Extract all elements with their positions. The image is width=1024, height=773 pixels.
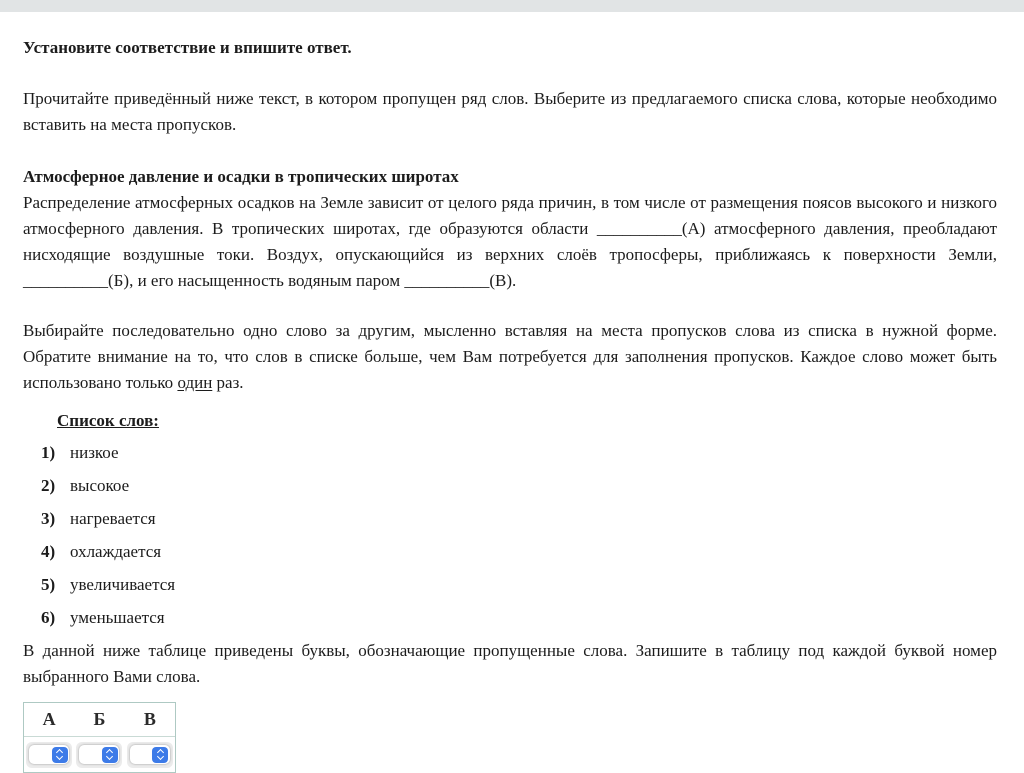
passage-heading: Атмосферное давление и осадки в тропических широтах bbox=[23, 167, 459, 186]
word-number: 6) bbox=[41, 607, 56, 627]
select-stepper-icon bbox=[152, 747, 168, 763]
answer-instruction: В данной ниже таблице приведены буквы, обозначающие пропущенные слова. Запишите в таблицу под каждой буквой номер выбранного Вами слова. bbox=[23, 641, 997, 686]
task-instruction: Прочитайте приведённый ниже текст, в котором пропущен ряд слов. Выберите из предлагаемого списка слова, которые необходимо вставить на места пропусков. bbox=[23, 89, 997, 134]
word-text: уменьшается bbox=[70, 607, 165, 627]
top-strip bbox=[0, 0, 1024, 12]
answer-table-row bbox=[24, 737, 175, 772]
word-number: 3) bbox=[41, 508, 56, 528]
guidance-part-2: раз. bbox=[212, 373, 244, 392]
word-text: высокое bbox=[70, 475, 130, 495]
select-stepper-icon bbox=[102, 747, 118, 763]
chevron-down-icon bbox=[157, 753, 164, 760]
answer-select-a[interactable] bbox=[26, 742, 72, 768]
answer-table-header-a: А bbox=[42, 709, 56, 729]
answer-table-header-b: Б bbox=[93, 709, 106, 729]
guidance-underlined-word: один bbox=[177, 373, 213, 392]
passage-text: Распределение атмосферных осадков на Земле зависит от целого ряда причин, в том числе от размещения поясов высокого и низкого атмосферного давления. В тропических широтах, где образуются области __________(А) атмосферного давления, преобладают нисходящие воздушные токи. Воздух, опускающийся из верхних слоёв тропосферы, приближаясь к поверхности Земли, __________(Б), и его насыщенность водяным паром __________(В). bbox=[23, 193, 997, 290]
answer-select-b-pill bbox=[79, 745, 119, 764]
answer-cell-a bbox=[24, 737, 74, 772]
word-text: низкое bbox=[70, 442, 119, 462]
chevron-down-icon bbox=[106, 753, 113, 760]
guidance-text bbox=[23, 318, 997, 396]
word-text: увеличивается bbox=[70, 574, 176, 594]
answer-cell-v bbox=[125, 737, 175, 772]
answer-table bbox=[23, 702, 176, 773]
answer-table-header bbox=[24, 703, 175, 737]
answer-select-a-pill bbox=[29, 745, 69, 764]
word-list-item bbox=[23, 568, 997, 601]
guidance-part-1: Выбирайте последовательно одно слово за другим, мысленно вставляя на места пропусков слова из списка в нужной форме. Обратите внимание на то, что слов в списке больше, чем Вам потребуется для заполнения пропусков. Каждое слово может быть использовано только bbox=[23, 321, 997, 392]
word-number: 1) bbox=[41, 442, 56, 462]
passage bbox=[23, 164, 997, 294]
word-text: нагревается bbox=[70, 508, 156, 528]
word-list-item bbox=[23, 469, 997, 502]
task-title: Установите соответствие и впишите ответ. bbox=[23, 38, 352, 57]
word-list-heading: Список слов: bbox=[57, 411, 159, 430]
answer-table-header-v: В bbox=[143, 709, 156, 729]
word-number: 4) bbox=[41, 541, 56, 561]
word-number: 2) bbox=[41, 475, 56, 495]
answer-select-v-pill bbox=[130, 745, 170, 764]
select-stepper-icon bbox=[52, 747, 68, 763]
word-number: 5) bbox=[41, 574, 56, 594]
chevron-down-icon bbox=[56, 753, 63, 760]
word-list-item bbox=[23, 502, 997, 535]
answer-cell-b bbox=[74, 737, 124, 772]
answer-select-v[interactable] bbox=[127, 742, 173, 768]
word-list-item bbox=[23, 436, 997, 469]
word-text: охлаждается bbox=[70, 541, 162, 561]
word-list bbox=[23, 436, 997, 634]
word-list-item bbox=[23, 535, 997, 568]
answer-select-b[interactable] bbox=[76, 742, 122, 768]
word-list-item bbox=[23, 601, 997, 634]
task-page bbox=[0, 12, 1024, 773]
